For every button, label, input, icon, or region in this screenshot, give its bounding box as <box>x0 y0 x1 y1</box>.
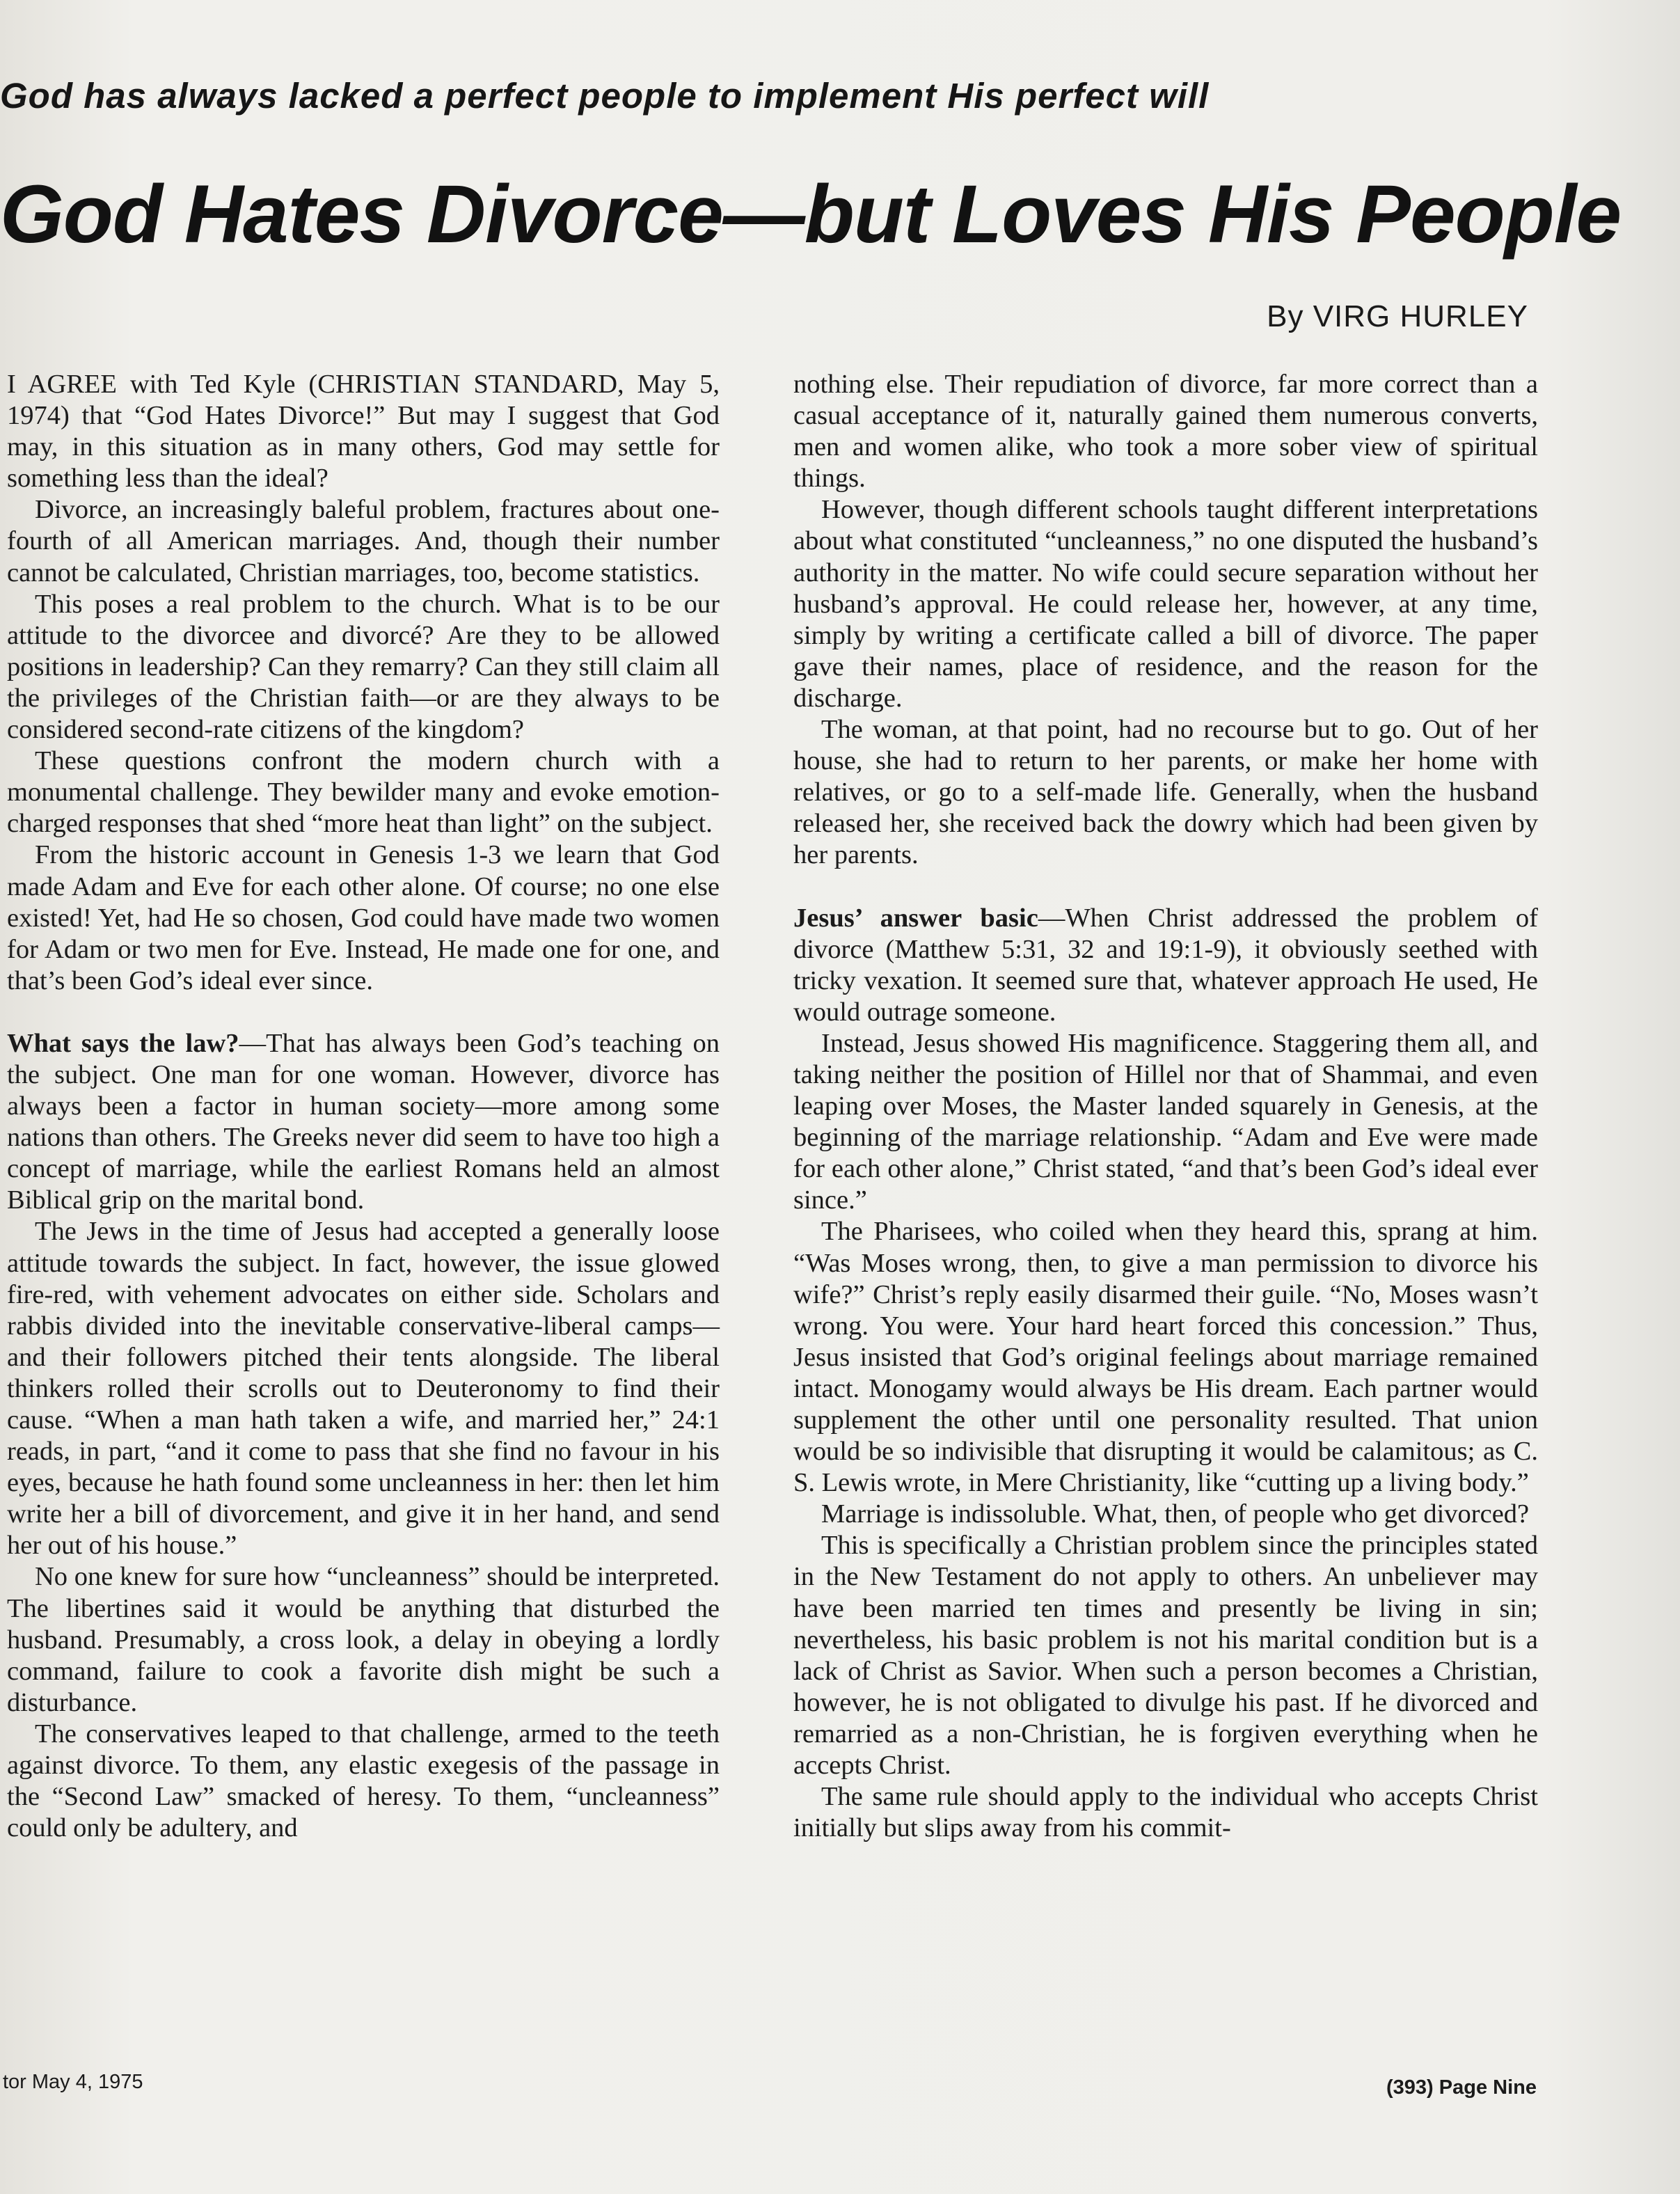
article-title: God Hates Divorce—but Loves His People <box>0 168 1622 260</box>
paragraph-text: From the historic account in Genesis 1-3 we learn that God made Adam and Eve for each other alone. Of course; no one else existed! Yet, had He so chosen, God could have made two women for Adam or two men for Eve. Instead, He made one for one, and that’s been God’s ideal ever since. <box>7 840 720 995</box>
section-subhead: Jesus’ answer basic <box>793 903 1038 933</box>
paragraph <box>7 1216 720 1561</box>
paragraph-text: Marriage is indissoluble. What, then, of people who get divorced? <box>821 1499 1530 1529</box>
paragraph-text: No one knew for sure how “uncleanness” should be interpreted. The libertines said it would be anything that disturbed the husband. Presumably, a cross look, a delay in obeying a lordly command, failure to cook a favorite dish might be such a disturbance. <box>7 1562 720 1717</box>
paragraph-text: Instead, Jesus showed His magnificence. Staggering them all, and taking neither the position of Hillel nor that of Shammai, and even leaping over Moses, the Master landed squarely in Genesis, at the beginning of the marriage relationship. “Adam and Eve were made for each other alone,” Christ stated, “and that’s been God’s ideal ever since.” <box>793 1028 1538 1215</box>
paragraph-text: The same rule should apply to the individual who accepts Christ initially but slips away from his commit- <box>793 1782 1538 1843</box>
paragraph <box>7 1028 720 1217</box>
section-subhead: What says the law? <box>7 1028 239 1058</box>
paragraph <box>793 1499 1538 1530</box>
paragraph-text: I AGREE with Ted Kyle (CHRISTIAN STANDARD, May 5, 1974) that “God Hates Divorce!” But may I suggest that God may, in this situation as in many others, God may settle for something less than the ideal? <box>7 370 720 494</box>
right-column <box>793 369 1538 1844</box>
paragraph-text: Divorce, an increasingly baleful problem, fractures about one-fourth of all American marriages. And, though their number cannot be calculated, Christian marriages, too, become statistics. <box>7 495 720 587</box>
paragraph-text: —That has always been God’s teaching on the subject. One man for one woman. However, divorce has always been a factor in human society—more among some nations than others. The Greeks never did seem to have too high a concept of marriage, while the earliest Romans held an almost Biblical grip on the marital bond. <box>7 1028 720 1215</box>
paragraph-text: This is specifically a Christian problem since the principles stated in the New Testament do not apply to others. An unbeliever may have been married ten times and presently be living in sin; nevertheless, his basic problem is not his marital condition but is a lack of Christ as Savior. When such a person becomes a Christian, however, he is not obligated to divulge his past. If he divorced and remarried as a non-Christian, he is forgiven everything when he accepts Christ. <box>793 1531 1538 1781</box>
paragraph <box>793 714 1538 871</box>
paragraph <box>793 903 1538 1028</box>
paragraph <box>7 1719 720 1844</box>
paragraph <box>793 1028 1538 1217</box>
byline: By VIRG HURLEY <box>1267 299 1528 333</box>
paragraph-text: —When Christ addressed the problem of divorce (Matthew 5:31, 32 and 19:1-9), it obviously seethed with tricky vexation. It seemed sure that, whatever approach He used, He would outrage someone. <box>793 903 1538 1027</box>
paragraph <box>7 589 720 745</box>
paragraph <box>7 839 720 996</box>
footer-date: tor May 4, 1975 <box>3 2071 143 2093</box>
paragraph <box>7 745 720 839</box>
paragraph <box>7 369 720 494</box>
paragraph-text: The conservatives leaped to that challenge, armed to the teeth against divorce. To them, any elastic exegesis of the passage in the “Second Law” smacked of heresy. To them, “uncleanness” could only be adultery, and <box>7 1719 720 1843</box>
kicker-headline: God has always lacked a perfect people to implement His perfect will <box>0 76 1210 116</box>
paragraph <box>793 494 1538 714</box>
paragraph-text: The Jews in the time of Jesus had accepted a generally loose attitude towards the subject. In fact, however, the issue glowed fire-red, with vehement advocates on either side. Scholars and rabbis divided into the inevitable conservative-liberal camps—and their followers pitched their tents alongside. The liberal thinkers rolled their scrolls out to Deuteronomy to find their cause. “When a man hath taken a wife, and married her,” 24:1 reads, in part, “and it come to pass that she find no favour in his eyes, because he hath found some uncleanness in her: then let him write her a bill of divorcement, and give it in her hand, and send her out of his house.” <box>7 1217 720 1561</box>
paragraph-text: These questions confront the modern church with a monumental challenge. They bewilder many and evoke emotion-charged responses that shed “more heat than light” on the subject. <box>7 746 720 839</box>
paragraph-text: The Pharisees, who coiled when they heard this, sprang at him. “Was Moses wrong, then, to give a man permission to divorce his wife?” Christ’s reply easily disarmed their guile. “No, Moses wasn’t wrong. You were. Your hard heart forced this concession.” Thus, Jesus insisted that God’s original feelings about marriage remained intact. Monogamy would always be His dream. Each partner would supplement the other until one personality resulted. That union would be so indivisible that disrupting it would be calamitous; as C. S. Lewis wrote, in Mere Christianity, like “cutting up a living body.” <box>793 1217 1538 1498</box>
paragraph-text: nothing else. Their repudiation of divorce, far more correct than a casual acceptance of it, naturally gained them numerous converts, men and women alike, who took a more sober view of spiritual things. <box>793 370 1538 494</box>
paragraph-text: However, though different schools taught different interpretations about what constituted “uncleanness,” no one disputed the husband’s authority in the matter. No wife could secure separation without her husband’s approval. He could release her, however, at any time, simply by writing a certificate called a bill of divorce. The paper gave their names, place of residence, and the reason for the discharge. <box>793 495 1538 713</box>
left-column <box>7 369 720 1844</box>
footer-page-number: (393) Page Nine <box>1386 2076 1537 2099</box>
paragraph <box>7 1561 720 1718</box>
paragraph <box>7 494 720 588</box>
paragraph <box>793 369 1538 494</box>
paragraph <box>793 1216 1538 1499</box>
paragraph-text: This poses a real problem to the church. What is to be our attitude to the divorcee and divorcé? Are they to be allowed positions in leadership? Can they remarry? Can they still claim all the privileges of the Christian faith—or are they always to be considered second-rate citizens of the kingdom? <box>7 589 720 745</box>
paragraph-text: The woman, at that point, had no recourse but to go. Out of her house, she had to return to her parents, or make her home with relatives, or go to a self-made life. Generally, when the husband released her, she received back the dowry which had been given by her parents. <box>793 715 1538 870</box>
paragraph <box>793 1530 1538 1781</box>
paragraph <box>793 1781 1538 1844</box>
